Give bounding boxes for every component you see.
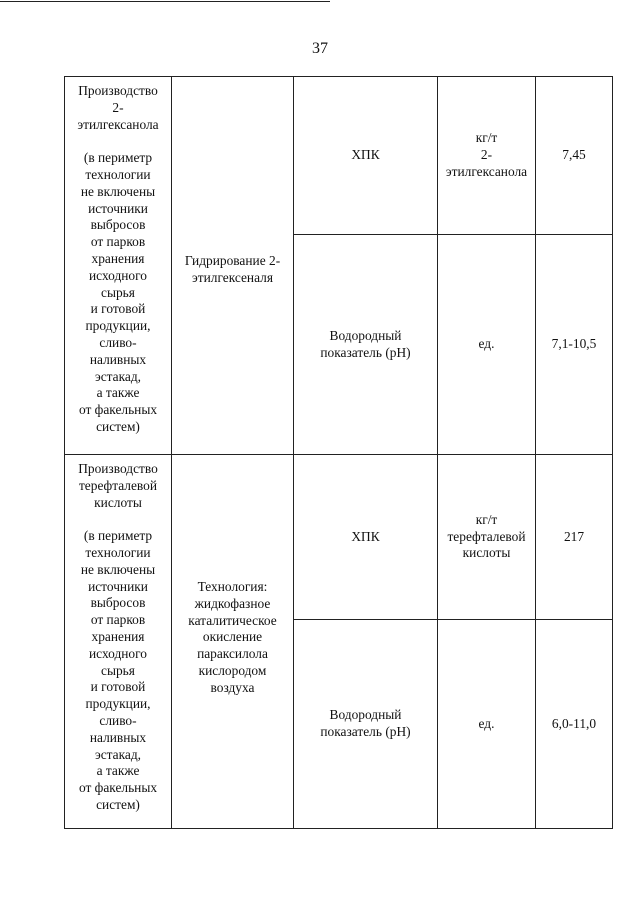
indicator-name-cell: Водородный показатель (pH) bbox=[294, 620, 438, 829]
technology-cell: Технология: жидкофазное каталитическое окисление параксилола кислородом воздуха bbox=[172, 455, 294, 829]
top-rule bbox=[0, 1, 330, 2]
technology-cell: Гидрирование 2- этилгексеналя bbox=[172, 77, 294, 455]
process-cell: Производство терефталевой кислоты (в периметр технологии не включены источники выбросов от парков хранения исходного сырья и готовой продукции, сливо- наливных эстакад, а также от факельных систем) bbox=[65, 455, 172, 829]
value-cell: 6,0-11,0 bbox=[536, 620, 613, 829]
process-cell: Производство 2- этилгексанола (в периметр технологии не включены источники выбросов от парков хранения исходного сырья и готовой продукции, сливо- наливных эстакад, а также от факельных систем) bbox=[65, 77, 172, 455]
value-cell: 7,1-10,5 bbox=[536, 235, 613, 455]
unit-cell: кг/т терефталевой кислоты bbox=[438, 455, 536, 620]
indicator-name-cell: ХПК bbox=[294, 455, 438, 620]
table-row bbox=[65, 77, 613, 235]
indicator-name-cell: ХПК bbox=[294, 77, 438, 235]
unit-cell: кг/т 2- этилгексанола bbox=[438, 77, 536, 235]
table-row bbox=[65, 455, 613, 620]
page-number: 37 bbox=[312, 40, 328, 57]
unit-cell: ед. bbox=[438, 235, 536, 455]
value-cell: 7,45 bbox=[536, 77, 613, 235]
indicator-name-cell: Водородный показатель (pH) bbox=[294, 235, 438, 455]
value-cell: 217 bbox=[536, 455, 613, 620]
unit-cell: ед. bbox=[438, 620, 536, 829]
indicators-table bbox=[64, 76, 613, 829]
